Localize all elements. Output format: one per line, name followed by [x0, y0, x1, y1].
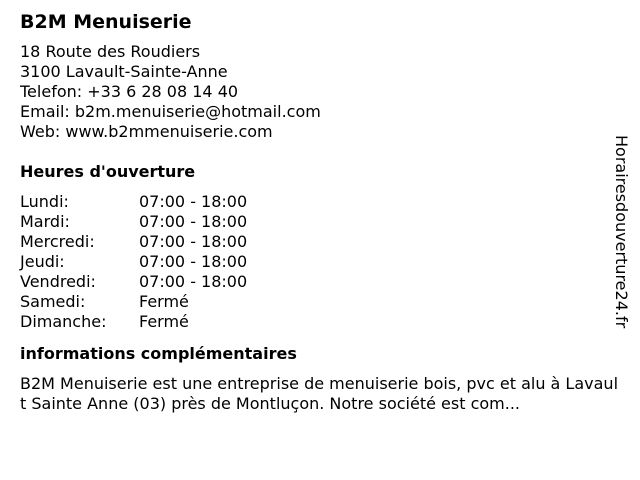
hours-day: Lundi: [20, 192, 69, 211]
hours-time: 07:00 - 18:00 [139, 192, 248, 211]
business-name: B2M Menuiserie [20, 11, 192, 33]
web-line [20, 122, 610, 142]
hours-time: 07:00 - 18:00 [139, 212, 248, 231]
phone-label: Telefon: [20, 82, 83, 101]
hours-row-monday [20, 192, 610, 212]
hours-row-friday [20, 272, 610, 292]
hours-day: Jeudi: [20, 252, 65, 271]
phone-link[interactable]: +33 6 28 08 14 40 [87, 82, 239, 101]
address-city: 3100 Lavault-Sainte-Anne [20, 62, 228, 81]
phone-line [20, 82, 610, 102]
hours-time: Fermé [139, 292, 189, 311]
hours-day: Vendredi: [20, 272, 96, 291]
site-watermark: Horairesdouverture24.fr [612, 135, 631, 329]
hours-day: Mercredi: [20, 232, 95, 251]
web-label: Web: [20, 122, 61, 141]
hours-row-saturday [20, 292, 610, 312]
business-description: B2M Menuiserie est une entreprise de menuiserie bois, pvc et alu à Lavault Sainte Anne (03) près de Montluçon. Notre société est com... [20, 374, 619, 413]
additional-info-heading: informations complémentaires [20, 344, 297, 363]
hours-time: Fermé [139, 312, 189, 331]
email-label: Email: [20, 102, 70, 121]
hours-row-sunday [20, 312, 610, 332]
website-link[interactable]: www.b2mmenuiserie.com [65, 122, 273, 141]
hours-day: Dimanche: [20, 312, 107, 331]
email-link[interactable]: b2m.menuiserie@hotmail.com [74, 102, 321, 121]
hours-time: 07:00 - 18:00 [139, 272, 248, 291]
hours-row-wednesday [20, 232, 610, 252]
business-card [20, 8, 619, 414]
hours-time: 07:00 - 18:00 [139, 232, 248, 251]
hours-day: Mardi: [20, 212, 70, 231]
hours-time: 07:00 - 18:00 [139, 252, 248, 271]
hours-row-thursday [20, 252, 610, 272]
hours-day: Samedi: [20, 292, 86, 311]
opening-hours-heading: Heures d'ouverture [20, 162, 196, 181]
email-line [20, 102, 610, 122]
hours-row-tuesday [20, 212, 610, 232]
address-street: 18 Route des Roudiers [20, 42, 201, 61]
